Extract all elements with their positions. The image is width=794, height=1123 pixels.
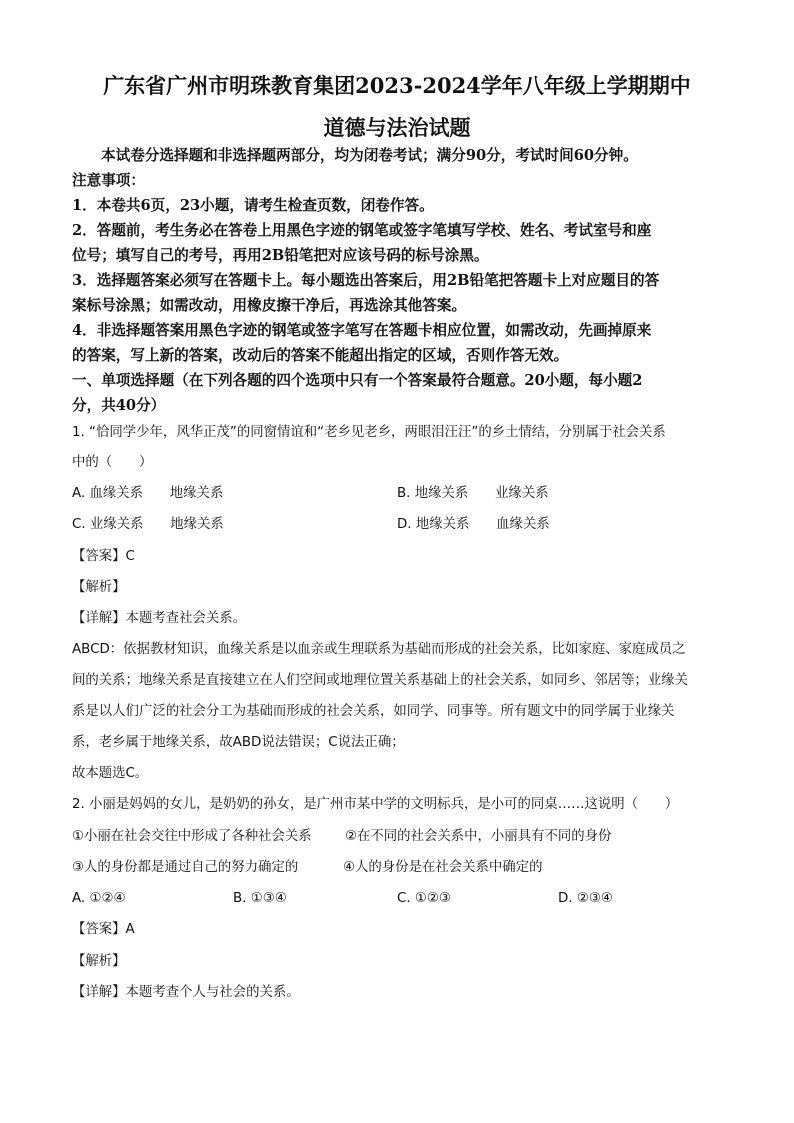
exam-title: 广东省广州市明珠教育集团2023-2024学年八年级上学期期中 [103, 73, 691, 98]
notes-item: 2．答题前，考生务必在答卷上用黑色字迹的钢笔或签字笔填写学校、姓名、考试室号和座 [72, 222, 652, 239]
question-1-analysis-label: 【解析】 [72, 580, 126, 595]
question-2-analysis-label: 【解析】 [72, 954, 126, 969]
section-heading: 一、单项选择题（在下列各题的四个选项中只有一个答案最符合题意。20小题，每小题2 [72, 372, 643, 389]
question-1-explanation: 系，老乡属于地缘关系，故ABD说法错误；C说法正确； [72, 735, 405, 750]
question-1-detail: 【详解】本题考查社会关系。 [72, 611, 247, 626]
notes-item: 1．本卷共6页，23小题，请考生检查页数，闭卷作答。 [72, 197, 434, 214]
question-1-option-b: B. 地缘关系 业缘关系 [397, 486, 549, 501]
question-2-option-a: A. ①②④ [72, 891, 126, 906]
question-1-explanation: 间的关系；地缘关系是直接建立在人们空间或地理位置关系基础上的社会关系，如同乡、邻居等；业缘关 [72, 673, 688, 688]
question-1-answer: 【答案】C [72, 549, 135, 564]
section-heading-cont: 分，共40分） [72, 397, 166, 414]
question-1-option-c: C. 业缘关系 地缘关系 [72, 517, 224, 532]
notes-item: 的答案，写上新的答案，改动后的答案不能超出指定的区域，否则作答无效。 [72, 347, 569, 364]
question-2-detail: 【详解】本题考查个人与社会的关系。 [72, 985, 300, 1000]
question-1-explanation: 系是以人们广泛的社会分工为基础而形成的社会关系，如同学、同事等。所有题文中的同学属于业缘关 [72, 704, 675, 719]
notes-item: 3．选择题答案必须写在答题卡上。每小题选出答案后，用2B铅笔把答题卡上对应题目的答 [72, 272, 660, 289]
exam-subject-title: 道德与法治试题 [323, 115, 471, 140]
question-2-statement-3: ③人的身份都是通过自己的努力确定的 [72, 860, 299, 875]
question-1-conclusion: 故本题选C。 [72, 766, 149, 781]
question-1-option-d: D. 地缘关系 血缘关系 [397, 517, 550, 532]
question-2-statement-1: ①小丽在社会交往中形成了各种社会关系 [72, 829, 312, 844]
question-2-answer: 【答案】A [72, 922, 135, 937]
question-2-stem: 2. 小丽是妈妈的女儿，是奶奶的孙女，是广州市某中学的文明标兵，是小可的同桌……这说明（ ） [72, 797, 679, 812]
question-1-stem: 1. “恰同学少年，风华正茂”的同窗情谊和“老乡见老乡，两眼泪汪汪”的乡土情结，分别属于社会关系 [72, 425, 666, 440]
notes-heading: 注意事项： [72, 172, 145, 189]
question-2-option-d: D. ②③④ [558, 891, 613, 906]
notes-item: 位号；填写自己的考号，再用2B铅笔把对应该号码的标号涂黑。 [72, 247, 489, 264]
question-2-option-c: C. ①②③ [397, 891, 451, 906]
question-2-statement-4: ④人的身份是在社会关系中确定的 [343, 860, 543, 875]
notes-item: 4．非选择题答案用黑色字迹的钢笔或签字笔写在答题卡相应位置，如需改动，先画掉原来 [72, 322, 652, 339]
intro-text: 本试卷分选择题和非选择题两部分，均为闭卷考试；满分90分，考试时间60分钟。 [101, 147, 638, 164]
question-1-option-a: A. 血缘关系 地缘关系 [72, 486, 224, 501]
question-1-stem-cont: 中的（ ） [72, 455, 153, 470]
question-1-explanation: ABCD：依据教材知识，血缘关系是以血亲或生理联系为基础而形成的社会关系，比如家庭、家庭成员之 [72, 642, 686, 657]
question-2-option-b: B. ①③④ [233, 891, 287, 906]
notes-item: 案标号涂黑；如需改动，用橡皮擦干净后，再选涂其他答案。 [72, 297, 467, 314]
question-2-statement-2: ②在不同的社会关系中，小丽具有不同的身份 [345, 829, 612, 844]
